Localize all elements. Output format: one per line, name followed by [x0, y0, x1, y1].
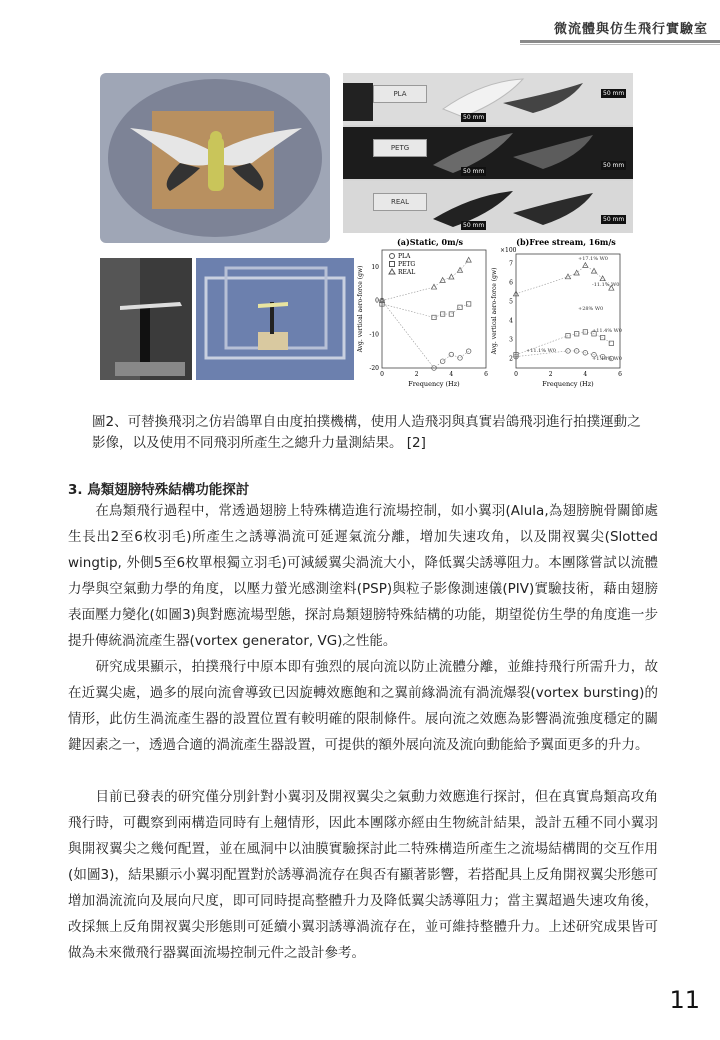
- data-point: [466, 257, 471, 262]
- pigeon-model-image: [120, 123, 310, 193]
- x-tick-label: 6: [484, 371, 488, 378]
- chart-a-title: (a)Static, 0m/s: [396, 237, 464, 247]
- wing-label-petg: PETG: [373, 139, 427, 157]
- scale-bar-label: 50 mm: [603, 162, 625, 169]
- data-point: [565, 274, 570, 279]
- y-tick-label: 5: [509, 298, 513, 306]
- scale-bar-label: 50 mm: [463, 222, 485, 229]
- data-point: [591, 268, 596, 273]
- y-tick-label: 6: [509, 279, 513, 287]
- data-point: [449, 352, 454, 357]
- scale-bar-label: 50 mm: [463, 114, 485, 121]
- data-point: [466, 349, 471, 354]
- paragraph-3: 目前已發表的研究僅分別針對小翼羽及開衩翼尖之氣動力效應進行探討，但在真實鳥類高攻角飛行時，可觀察到兩構造同時有上翹情形，因此本團隊亦經由生物統計結果，設計五種不同小翼羽與開衩翼尖之幾何配置，並在風洞中以油膜實驗探討此二特殊構造所產生之流場結構間的交互作用(如圖3)，結果顯示小翼羽配置對於誘導渦流存在與否有顯著影響，若搭配具上反角開衩翼尖形態可增加渦流流向及展向尺度，即可同時提高整體升力及降低翼尖誘導阻力；當主翼超過失速攻角後，改採無上反角開衩翼尖形態則可延續小翼羽誘導渦流存在，並可維持整體升力。上述研究成果皆可做為未來微飛行器翼面流場控制元件之設計參考。: [68, 789, 658, 961]
- chart-a-ylabel: Avg. vertical aero-force (gw): [357, 265, 364, 353]
- chart-a-xlabel: Frequency (Hz): [408, 380, 460, 388]
- chart-annotation: +1.18% W0: [592, 356, 622, 362]
- chart-b-xlabel: Frequency (Hz): [542, 380, 594, 388]
- paragraph-2: 研究成果顯示，拍撲飛行中原本即有強烈的展向流以防止流體分離，並維持飛行所需升力，故在近翼尖處，過多的展向流會導致已因旋轉效應飽和之翼前緣渦流有渦流爆裂(vortex bursting)的情形，此仿生渦流產生器的設置位置有較明確的限制條件。展向流之效應為影響渦流強度穩定的關鍵因素之一，透過合適的渦流產生器設置，可提供的額外展向流及流向動能給予翼面更多的升力。: [68, 659, 658, 753]
- data-point: [466, 302, 470, 306]
- y-tick-label: 2: [509, 355, 513, 363]
- x-tick-label: 4: [583, 371, 588, 378]
- chart-b-annotations: [526, 256, 622, 362]
- wing-label-pla: PLA: [373, 85, 427, 103]
- data-point: [458, 305, 462, 309]
- chart-annotation: +28% W0: [578, 306, 604, 312]
- journal-header-title: 微流體與仿生飛行實驗室: [553, 22, 708, 37]
- y-tick-label: -20: [369, 365, 379, 372]
- legend-pla: PLA: [398, 253, 411, 260]
- scale-bar-label: 50 mm: [463, 168, 485, 175]
- data-point: [432, 315, 436, 319]
- figure-caption: 圖2、可替換飛羽之仿岩鴿單自由度拍撲機構，使用人造飛羽與真實岩鴿飛羽進行拍撲運動之影像，以及使用不同飛羽所產生之總升力量測結果。 [2]: [92, 414, 641, 451]
- page-number: 11: [669, 986, 700, 1014]
- series-line: [382, 301, 469, 368]
- chart-b-ylabel: Avg. vertical aero-force (gw): [491, 267, 498, 355]
- x-tick-label: 2: [548, 371, 553, 378]
- data-point: [600, 276, 605, 281]
- legend-real: REAL: [398, 269, 416, 276]
- x-tick-label: 6: [618, 371, 622, 378]
- legend-petg: PETG: [398, 261, 416, 268]
- y-tick-label: 3: [509, 336, 513, 344]
- y-tick-label: -10: [369, 331, 379, 339]
- data-point: [458, 356, 463, 361]
- data-point: [583, 263, 588, 268]
- series-line: [516, 265, 611, 294]
- data-point: [609, 341, 613, 345]
- chart-annotation: +11.1% W0: [526, 348, 556, 354]
- wing-label-real: REAL: [373, 193, 427, 211]
- chart-b-multiplier: ×100: [500, 247, 517, 254]
- flapping-mechanism-render: [100, 73, 330, 243]
- wing-flapping-images: [343, 73, 633, 233]
- chart-a-marks: [369, 257, 488, 378]
- paragraph-1: 在鳥類飛行過程中，常透過翅膀上特殊構造進行流場控制，如小翼羽(Alula,為翅膀腕骨關節處生長出2至6枚羽毛)所產生之誘導渦流可延遲氣流分離，增加失速攻角，以及開衩翼尖(Slotted wingtip, 外側5至6枚單根獨立羽毛)可減緩翼尖渦流大小，降低翼尖誘導阻力。本團隊嘗試以流體力學與空氣動力學的角度，以壓力螢光感測塗料(PSP)與粒子影像測速儀(PIV)實驗技術，藉由翅膀表面壓力變化(如圖3)與對應流場型態，探討鳥類翅膀特殊結構的功能，期望從仿生學的角度進一步提升傳統渦流產生器(vortex generator, VG)之性能。: [68, 503, 658, 649]
- chart-annotation: +17.1% W0: [578, 256, 608, 262]
- x-tick-label: 0: [380, 371, 384, 378]
- header-rule-thin: [520, 44, 720, 45]
- x-tick-label: 4: [449, 371, 454, 378]
- chart-annotation: +11.4% W0: [592, 328, 622, 334]
- chart-b-title: (b)Free stream, 16m/s: [516, 237, 616, 247]
- y-tick-label: 0: [375, 297, 379, 305]
- aero-force-charts: [356, 236, 634, 390]
- chart-a-legend: [389, 253, 415, 276]
- data-point: [574, 270, 579, 275]
- y-tick-label: 4: [509, 317, 513, 325]
- x-tick-label: 2: [414, 371, 419, 378]
- y-tick-label: 10: [371, 263, 379, 271]
- scale-bar-label: 50 mm: [603, 216, 625, 223]
- test-section-cad-render: [196, 258, 354, 380]
- header-rule: [520, 40, 720, 43]
- data-point: [449, 274, 454, 279]
- data-point: [431, 284, 436, 289]
- y-tick-label: 7: [509, 260, 513, 268]
- chart-annotation: -11.1% W0: [592, 282, 620, 288]
- scale-bar-label: 50 mm: [603, 90, 625, 97]
- x-tick-label: 0: [514, 371, 518, 378]
- series-line: [382, 304, 469, 317]
- section-title: 3. 鳥類翅膀特殊結構功能探討: [68, 482, 250, 498]
- experiment-photo: [100, 258, 192, 380]
